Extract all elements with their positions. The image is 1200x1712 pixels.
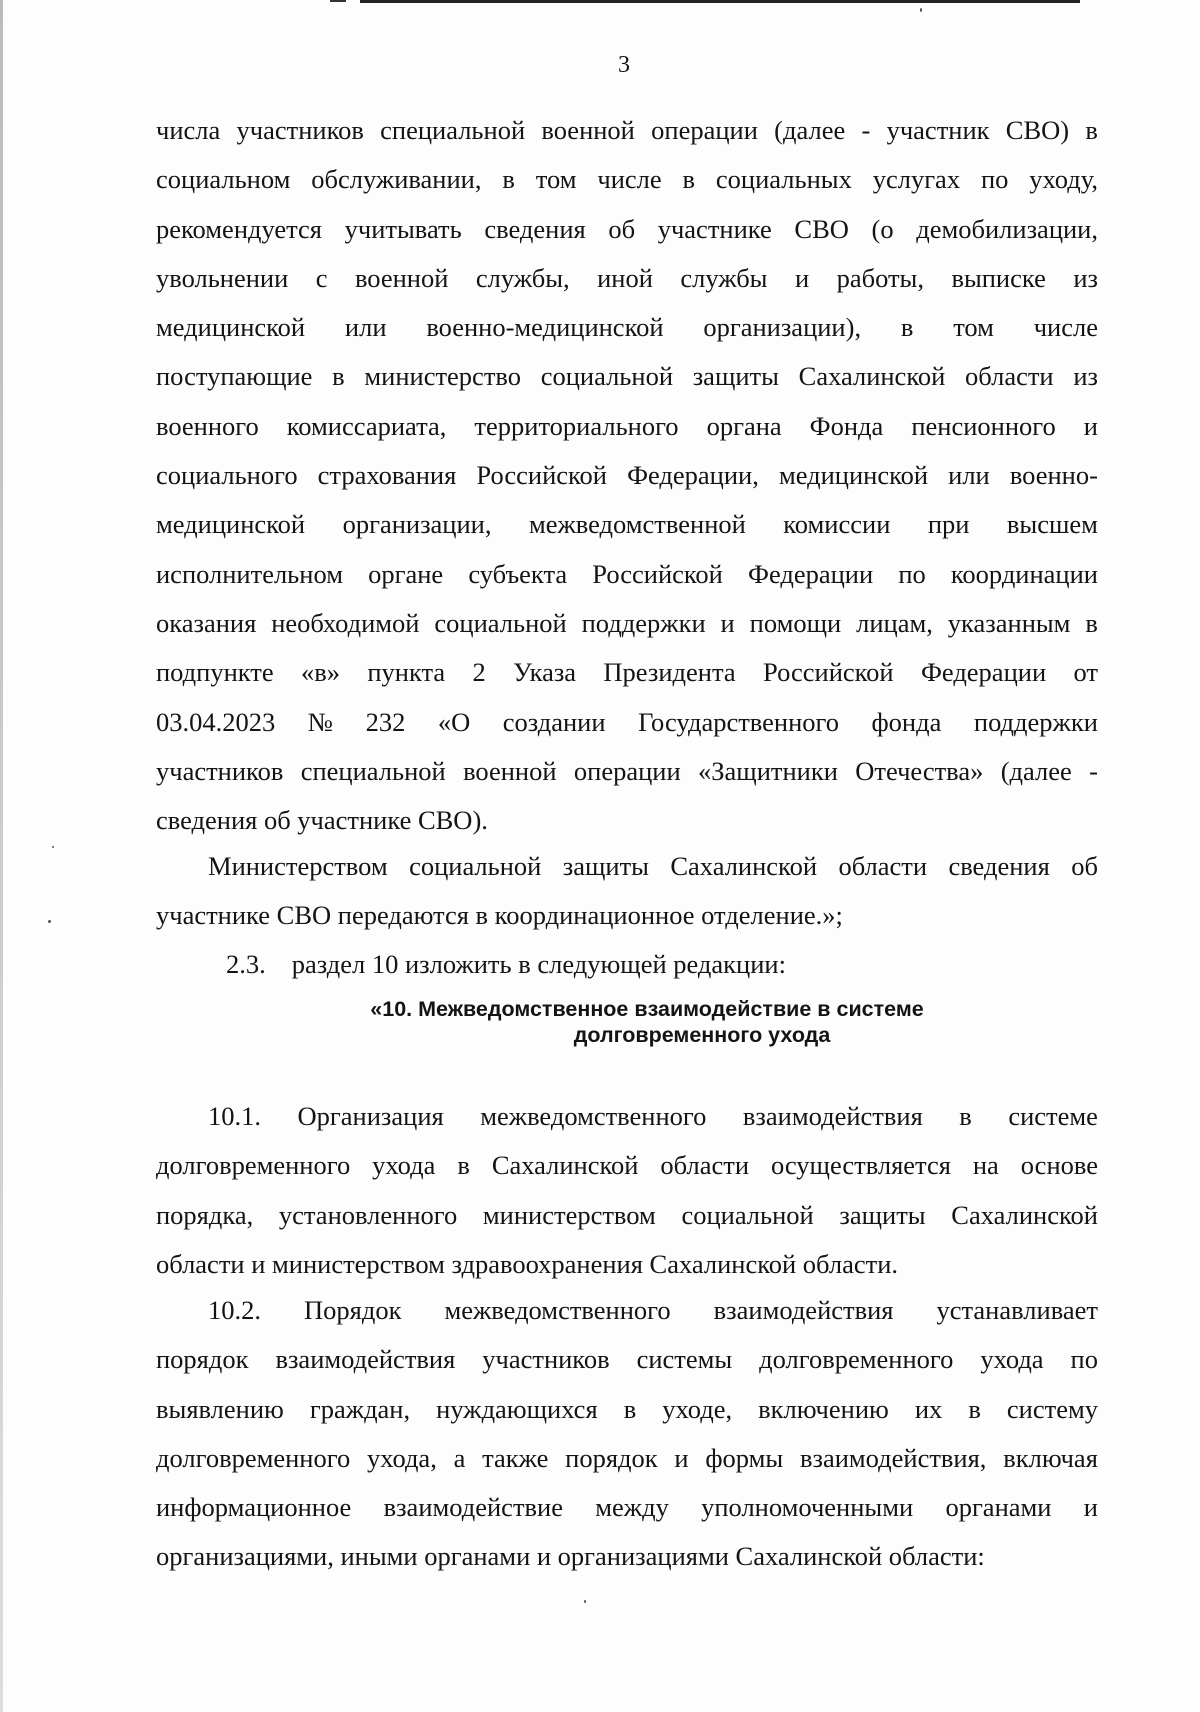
text-line: военного комиссариата, территориального органа Фонда пенсионного и bbox=[156, 410, 1098, 441]
paragraph-3 bbox=[156, 940, 1098, 989]
top-rule-fragment bbox=[330, 0, 346, 2]
text-line: 10.1. Организация межведомственного взаимодействия в системе bbox=[208, 1101, 1098, 1131]
text-line: 03.04.2023 № 232 «О создании Государственного фонда поддержки bbox=[156, 706, 1098, 737]
item-text: раздел 10 изложить в следующей редакции: bbox=[291, 949, 786, 979]
text-line: информационное взаимодействие между уполномоченными органами и bbox=[156, 1492, 1098, 1523]
text-line: рекомендуется учитывать сведения об участнике СВО (о демобилизации, bbox=[156, 213, 1098, 244]
section-heading bbox=[156, 996, 1098, 1048]
text-line: увольнении с военной службы, иной службы и работы, выписке из bbox=[156, 262, 1098, 293]
text-line: Министерством социальной защиты Сахалинской области сведения об bbox=[208, 851, 1098, 881]
text-line: выявлению граждан, нуждающихся в уходе, включению их в систему bbox=[156, 1393, 1098, 1424]
text-line: порядка, установленного министерством социальной защиты Сахалинской bbox=[156, 1199, 1098, 1230]
paragraph-10-2 bbox=[156, 1286, 1098, 1582]
text-line: сведения об участнике СВО). bbox=[156, 805, 488, 836]
text-line: поступающие в министерство социальной защиты Сахалинской области из bbox=[156, 361, 1098, 392]
heading-line-1: «10. Межведомственное взаимодействие в системе bbox=[370, 997, 924, 1021]
paragraph-1 bbox=[156, 106, 1098, 845]
text-line: социальном обслуживании, в том числе в социальных услугах по уходу, bbox=[156, 164, 1098, 195]
text-line: порядок взаимодействия участников системы долговременного ухода по bbox=[156, 1344, 1098, 1375]
text-line: исполнительном органе субъекта Российской Федерации по координации bbox=[156, 558, 1098, 589]
scan-edge bbox=[0, 0, 3, 1712]
scan-speck bbox=[52, 846, 54, 848]
text-line: долговременного ухода, а также порядок и формы взаимодействия, включая bbox=[156, 1442, 1098, 1473]
top-rule bbox=[360, 0, 1080, 3]
text-line: медицинской или военно-медицинской организации), в том числе bbox=[156, 312, 1098, 343]
scan-speck bbox=[584, 1600, 586, 1603]
paragraph-2 bbox=[156, 842, 1098, 941]
scan-speck bbox=[48, 920, 51, 923]
text-line: подпункте «в» пункта 2 Указа Президента Российской Федерации от bbox=[156, 657, 1098, 688]
text-line: участников специальной военной операции «Защитники Отечества» (далее - bbox=[156, 755, 1098, 786]
paragraph-10-1 bbox=[156, 1092, 1098, 1289]
text-line: долговременного ухода в Сахалинской области осуществляется на основе bbox=[156, 1150, 1098, 1181]
text-line bbox=[156, 940, 1098, 989]
heading-line-2: долговременного ухода bbox=[573, 1023, 831, 1047]
text-line: оказания необходимой социальной поддержки и помощи лицам, указанным в bbox=[156, 607, 1098, 638]
item-number: 2.3. bbox=[226, 949, 266, 979]
text-line: организациями, иными органами и организациями Сахалинской области: bbox=[156, 1541, 985, 1572]
page-number: 3 bbox=[618, 52, 630, 78]
text-line: участнике СВО передаются в координационное отделение.»; bbox=[156, 900, 843, 931]
scan-speck bbox=[920, 8, 922, 12]
text-line: социального страхования Российской Федерации, медицинской или военно- bbox=[156, 460, 1098, 491]
text-line: медицинской организации, межведомственной комиссии при высшем bbox=[156, 509, 1098, 540]
text-line: числа участников специальной военной операции (далее - участник СВО) в bbox=[156, 115, 1098, 145]
text-line: 10.2. Порядок межведомственного взаимодействия устанавливает bbox=[208, 1295, 1098, 1325]
text-line: области и министерством здравоохранения Сахалинской области. bbox=[156, 1248, 899, 1279]
